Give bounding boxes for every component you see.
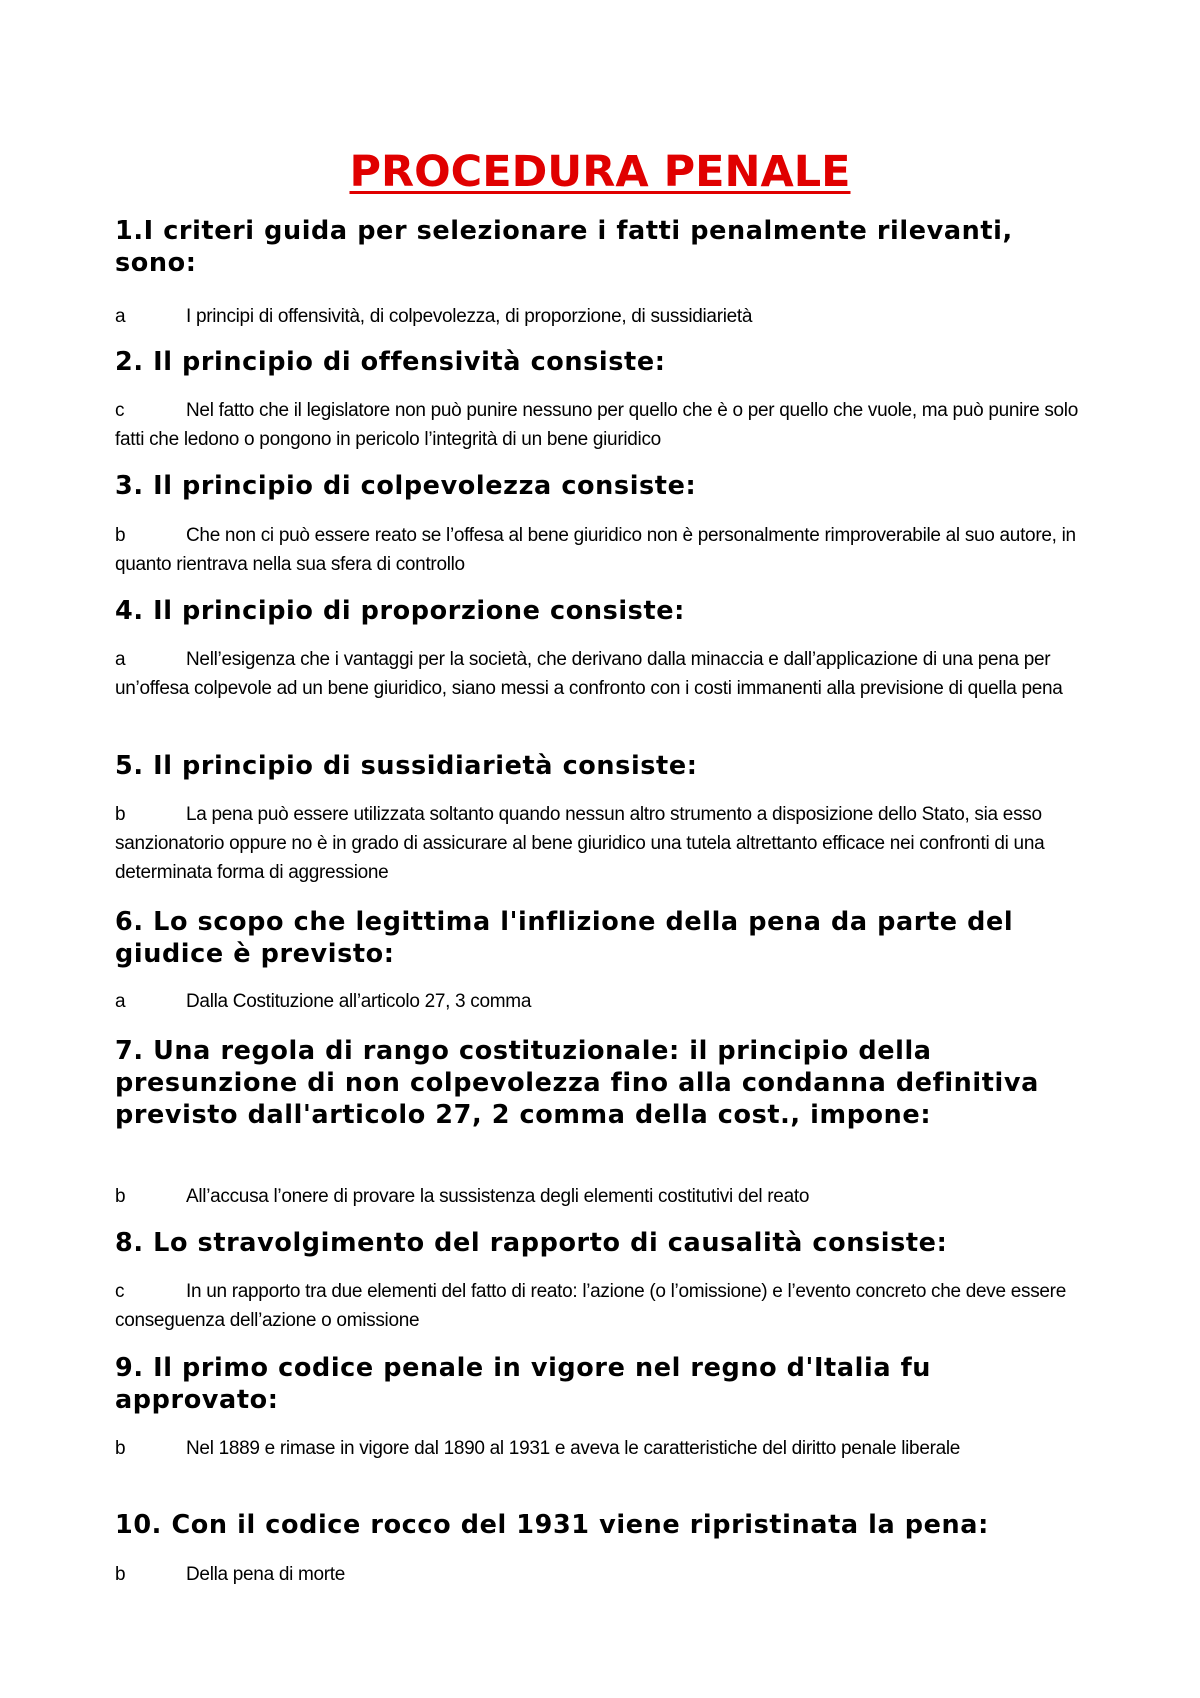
answer-2 [115,396,1100,454]
answer-letter: b [115,525,126,546]
answer-letter: b [115,1564,126,1585]
answer-text: Nell’esigenza che i vantaggi per la società, che derivano dalla minaccia e dall’applicazione di una pena per un’offesa colpevole ad un bene giuridico, siano messi a confronto con i costi immanenti alla previsione di quella pena [115,649,1063,699]
question-2: 2. Il principio di offensività consiste: [115,347,666,377]
answer-1 [115,302,1100,331]
answer-text: Dalla Costituzione all’articolo 27, 3 comma [186,991,532,1012]
answer-10 [115,1560,1100,1589]
question-6: 6. Lo scopo che legittima l'inflizione della pena da parte del giudice è previsto: [115,907,1014,969]
answer-text: La pena può essere utilizzata soltanto quando nessun altro strumento a disposizione dello Stato, sia esso sanzionatorio oppure no è in grado di assicurare al bene giuridico una tutela altrettanto efficace nei confronti di una determinata forma di aggressione [115,804,1045,883]
answer-text: Nel fatto che il legislatore non può punire nessuno per quello che è o per quello che vuole, ma può punire solo fatti che ledono o pongono in pericolo l’integrità di un bene giuridico [115,400,1078,450]
page-title: PROCEDURA PENALE [349,147,851,197]
answer-9 [115,1434,1100,1463]
answer-letter: a [115,649,126,670]
question-5: 5. Il principio di sussidiarietà consiste: [115,751,698,781]
question-9: 9. Il primo codice penale in vigore nel regno d'Italia fu approvato: [115,1353,932,1415]
answer-6 [115,987,1100,1016]
answer-letter: a [115,306,126,327]
answer-letter: b [115,1438,126,1459]
answer-letter: b [115,804,126,825]
question-4: 4. Il principio di proporzione consiste: [115,596,685,626]
answer-letter: a [115,991,126,1012]
answer-7 [115,1182,1100,1211]
answer-5 [115,800,1100,887]
answer-letter: c [115,1281,125,1302]
answer-letter: b [115,1186,126,1207]
answer-text: Della pena di morte [186,1564,346,1585]
answer-3 [115,521,1100,579]
question-7: 7. Una regola di rango costituzionale: il principio della presunzione di non colpevolezza fino alla condanna definitiva previsto dall'articolo 27, 2 comma della cost., impone: [115,1036,1039,1130]
answer-text: I principi di offensività, di colpevolezza, di proporzione, di sussidiarietà [186,306,753,327]
question-3: 3. Il principio di colpevolezza consiste: [115,471,697,501]
answer-letter: c [115,400,125,421]
answer-text: All’accusa l’onere di provare la sussistenza degli elementi costitutivi del reato [186,1186,810,1207]
answer-text: In un rapporto tra due elementi del fatto di reato: l’azione (o l’omissione) e l’evento concreto che deve essere conseguenza dell’azione o omissione [115,1281,1066,1331]
answer-8 [115,1277,1100,1335]
question-10: 10. Con il codice rocco del 1931 viene ripristinata la pena: [115,1510,989,1540]
question-8: 8. Lo stravolgimento del rapporto di causalità consiste: [115,1228,948,1258]
answer-4 [115,645,1100,703]
answer-text: Che non ci può essere reato se l’offesa al bene giuridico non è personalmente rimproverabile al suo autore, in quanto rientrava nella sua sfera di controllo [115,525,1076,575]
question-1: 1.I criteri guida per selezionare i fatti penalmente rilevanti, sono: [115,216,1013,278]
answer-text: Nel 1889 e rimase in vigore dal 1890 al 1931 e aveva le caratteristiche del diritto penale liberale [186,1438,961,1459]
